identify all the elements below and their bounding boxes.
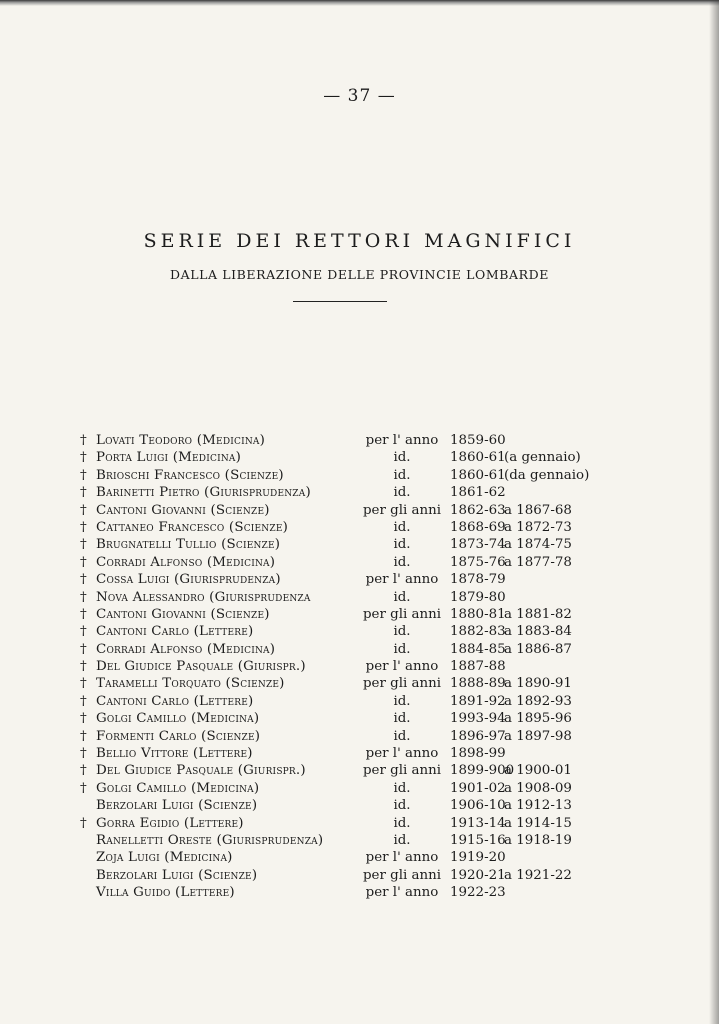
rector-name: Corradi Alfonso (Medicina) bbox=[96, 554, 276, 570]
deceased-dagger: † bbox=[80, 780, 87, 796]
rector-name: Brioschi Francesco (Scienze) bbox=[96, 467, 284, 483]
title-rule-divider bbox=[293, 301, 387, 302]
rector-name: Bellio Vittore (Lettere) bbox=[96, 746, 253, 762]
deceased-dagger: † bbox=[80, 746, 87, 762]
term-to: a 1874-75 bbox=[504, 537, 572, 553]
rector-name: Barinetti Pietro (Giurisprudenza) bbox=[96, 485, 311, 501]
deceased-dagger: † bbox=[80, 606, 87, 622]
deceased-dagger: † bbox=[80, 711, 87, 727]
term-label: per l' anno bbox=[365, 850, 439, 866]
term-to: a 1908-09 bbox=[504, 780, 572, 796]
term-from: 1868-69 bbox=[450, 519, 506, 535]
rector-row bbox=[80, 780, 620, 797]
deceased-dagger: † bbox=[80, 728, 87, 744]
deceased-dagger: † bbox=[80, 659, 87, 675]
page-number: — 37 — bbox=[323, 86, 396, 106]
term-to: a 1877-78 bbox=[504, 554, 572, 570]
term-label: id. bbox=[393, 693, 411, 709]
term-from: 1878-79 bbox=[450, 572, 506, 588]
term-to: a 1912-13 bbox=[504, 798, 572, 814]
deceased-dagger: † bbox=[80, 624, 87, 640]
term-label: per l' anno bbox=[365, 659, 439, 675]
term-from: 1898-99 bbox=[450, 746, 506, 762]
rector-row bbox=[80, 815, 620, 832]
rector-name: Taramelli Torquato (Scienze) bbox=[96, 676, 285, 692]
term-from: 1906-10 bbox=[450, 798, 506, 814]
term-label: per l' anno bbox=[365, 885, 439, 901]
term-from: 1888-89 bbox=[450, 676, 506, 692]
term-from: 1873-74 bbox=[450, 537, 506, 553]
rector-row bbox=[80, 519, 620, 536]
rector-row bbox=[80, 745, 620, 762]
deceased-dagger: † bbox=[80, 815, 87, 831]
rector-name: Brugnatelli Tullio (Scienze) bbox=[96, 537, 281, 553]
rector-name: Cantoni Carlo (Lettere) bbox=[96, 693, 254, 709]
rector-row bbox=[80, 762, 620, 779]
term-label: id. bbox=[393, 711, 411, 727]
rector-row bbox=[80, 728, 620, 745]
term-from: 1901-02 bbox=[450, 780, 506, 796]
term-from: 1861-62 bbox=[450, 485, 506, 501]
term-to: a 1895-96 bbox=[504, 711, 572, 727]
term-label: id. bbox=[393, 780, 411, 796]
term-label: id. bbox=[393, 485, 411, 501]
rector-name: Cantoni Giovanni (Scienze) bbox=[96, 606, 270, 622]
rector-row bbox=[80, 502, 620, 519]
term-label: id. bbox=[393, 728, 411, 744]
rector-row bbox=[80, 797, 620, 814]
rector-row bbox=[80, 606, 620, 623]
rector-name: Zoja Luigi (Medicina) bbox=[96, 850, 233, 866]
rector-name: Ranelletti Oreste (Giurisprudenza) bbox=[96, 832, 324, 848]
deceased-dagger: † bbox=[80, 676, 87, 692]
term-label: id. bbox=[393, 537, 411, 553]
term-from: 1913-14 bbox=[450, 815, 506, 831]
term-label: per gli anni bbox=[362, 867, 442, 883]
term-to: a 1914-15 bbox=[504, 815, 572, 831]
rector-row bbox=[80, 623, 620, 640]
term-label: per gli anni bbox=[362, 502, 442, 518]
term-to: a 1918-19 bbox=[504, 832, 572, 848]
deceased-dagger: † bbox=[80, 537, 87, 553]
deceased-dagger: † bbox=[80, 693, 87, 709]
deceased-dagger: † bbox=[80, 641, 87, 657]
term-to: a 1897-98 bbox=[504, 728, 572, 744]
page-right-edge bbox=[709, 0, 719, 1024]
term-from: 1884-85 bbox=[450, 641, 506, 657]
rector-name: Cossa Luigi (Giurisprudenza) bbox=[96, 572, 281, 588]
term-label: per gli anni bbox=[362, 606, 442, 622]
rector-row bbox=[80, 571, 620, 588]
term-from: 1860-61 bbox=[450, 450, 506, 466]
deceased-dagger: † bbox=[80, 589, 87, 605]
rector-name: Porta Luigi (Medicina) bbox=[96, 450, 242, 466]
deceased-dagger: † bbox=[80, 572, 87, 588]
term-from: 1859-60 bbox=[450, 433, 506, 448]
term-label: id. bbox=[393, 641, 411, 657]
rectors-list bbox=[80, 432, 620, 902]
rector-name: Cattaneo Francesco (Scienze) bbox=[96, 519, 289, 535]
term-to: a 1890-91 bbox=[504, 676, 572, 692]
term-label: id. bbox=[393, 589, 411, 605]
deceased-dagger: † bbox=[80, 467, 87, 483]
deceased-dagger: † bbox=[80, 554, 87, 570]
rector-row bbox=[80, 449, 620, 466]
term-label: id. bbox=[393, 519, 411, 535]
term-label: per l' anno bbox=[365, 433, 439, 448]
term-to: a 1892-93 bbox=[504, 693, 572, 709]
rector-row bbox=[80, 484, 620, 501]
page-subtitle: DALLA LIBERAZIONE DELLE PROVINCIE LOMBARDE bbox=[169, 267, 550, 282]
term-label: id. bbox=[393, 450, 411, 466]
rector-row bbox=[80, 641, 620, 658]
rector-row bbox=[80, 710, 620, 727]
term-from: 1862-63 bbox=[450, 502, 506, 518]
term-from: 1880-81 bbox=[450, 606, 506, 622]
rector-row bbox=[80, 432, 620, 449]
term-label: id. bbox=[393, 554, 411, 570]
term-label: id. bbox=[393, 467, 411, 483]
term-from: 1922-23 bbox=[450, 885, 506, 901]
term-to: (a gennaio) bbox=[504, 450, 581, 466]
deceased-dagger: † bbox=[80, 485, 87, 501]
term-to: (da gennaio) bbox=[504, 467, 590, 483]
rector-name: Berzolari Luigi (Scienze) bbox=[96, 798, 258, 814]
deceased-dagger: † bbox=[80, 433, 87, 448]
rector-name: Gorra Egidio (Lettere) bbox=[96, 815, 244, 831]
rector-name: Corradi Alfonso (Medicina) bbox=[96, 641, 276, 657]
rector-row bbox=[80, 693, 620, 710]
rector-name: Del Giudice Pasquale (Giurispr.) bbox=[96, 763, 306, 779]
term-from: 1875-76 bbox=[450, 554, 506, 570]
term-from: 1879-80 bbox=[450, 589, 506, 605]
term-from: 1899-900 bbox=[450, 763, 515, 779]
deceased-dagger: † bbox=[80, 763, 87, 779]
term-label: id. bbox=[393, 815, 411, 831]
rector-name: Cantoni Carlo (Lettere) bbox=[96, 624, 254, 640]
term-from: 1860-61 bbox=[450, 467, 506, 483]
term-from: 1919-20 bbox=[450, 850, 506, 866]
rector-name: Golgi Camillo (Medicina) bbox=[96, 711, 260, 727]
rector-row bbox=[80, 849, 620, 866]
rector-row bbox=[80, 867, 620, 884]
rector-name: Formenti Carlo (Scienze) bbox=[96, 728, 261, 744]
term-label: per gli anni bbox=[362, 763, 442, 779]
term-to: a 1886-87 bbox=[504, 641, 572, 657]
rector-row bbox=[80, 675, 620, 692]
term-to: a 1900-01 bbox=[504, 763, 572, 779]
rector-name: Cantoni Giovanni (Scienze) bbox=[96, 502, 270, 518]
rector-name: Villa Guido (Lettere) bbox=[96, 885, 235, 901]
page-top-edge bbox=[0, 0, 719, 6]
rector-row bbox=[80, 658, 620, 675]
term-from: 1920-21 bbox=[450, 867, 506, 883]
rector-row bbox=[80, 589, 620, 606]
rector-name: Lovati Teodoro (Medicina) bbox=[96, 433, 266, 448]
rector-name: Golgi Camillo (Medicina) bbox=[96, 780, 260, 796]
term-from: 1915-16 bbox=[450, 832, 506, 848]
deceased-dagger: † bbox=[80, 450, 87, 466]
rector-row bbox=[80, 467, 620, 484]
rector-name: Nova Alessandro (Giurisprudenza bbox=[96, 589, 311, 605]
page-title: SERIE DEI RETTORI MAGNIFICI bbox=[143, 230, 576, 252]
term-label: id. bbox=[393, 832, 411, 848]
term-from: 1891-92 bbox=[450, 693, 506, 709]
rector-row bbox=[80, 536, 620, 553]
term-to: a 1883-84 bbox=[504, 624, 572, 640]
rector-row bbox=[80, 554, 620, 571]
rector-name: Del Giudice Pasquale (Giurispr.) bbox=[96, 659, 306, 675]
term-label: per gli anni bbox=[362, 676, 442, 692]
term-label: per l' anno bbox=[365, 572, 439, 588]
term-to: a 1872-73 bbox=[504, 519, 572, 535]
rector-row bbox=[80, 832, 620, 849]
term-to: a 1921-22 bbox=[504, 867, 572, 883]
term-from: 1896-97 bbox=[450, 728, 506, 744]
deceased-dagger: † bbox=[80, 502, 87, 518]
term-label: per l' anno bbox=[365, 746, 439, 762]
term-to: a 1881-82 bbox=[504, 606, 572, 622]
term-from: 1993-94 bbox=[450, 711, 506, 727]
term-from: 1882-83 bbox=[450, 624, 506, 640]
deceased-dagger: † bbox=[80, 519, 87, 535]
term-to: a 1867-68 bbox=[504, 502, 572, 518]
rector-row bbox=[80, 884, 620, 901]
term-from: 1887-88 bbox=[450, 659, 506, 675]
term-label: id. bbox=[393, 798, 411, 814]
term-label: id. bbox=[393, 624, 411, 640]
rector-name: Berzolari Luigi (Scienze) bbox=[96, 867, 258, 883]
